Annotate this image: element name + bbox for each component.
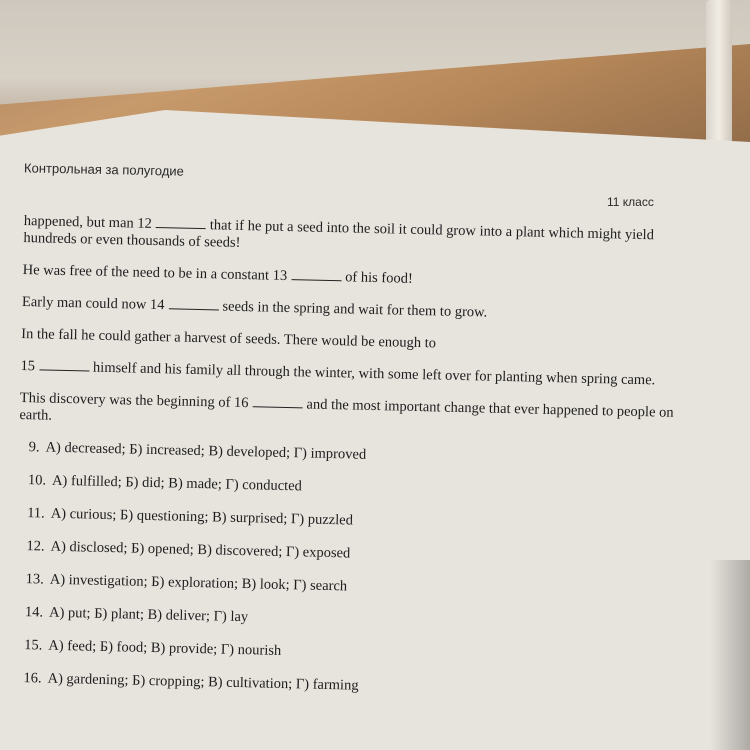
answer-blank-12 [156, 216, 206, 229]
paragraph [23, 262, 683, 294]
document-title: Контрольная за полугодие [23, 160, 185, 179]
paragraph [21, 326, 681, 358]
paragraph-text: In the fall he could gather a harvest of seeds. There would be enough to [21, 325, 437, 352]
option-text: A) disclosed; Б) opened; В) discovered; Г) exposed [50, 538, 351, 562]
paragraph-text: himself and his family all through the winter, with some left over for planting when spring came. [92, 359, 656, 389]
option-text: A) decreased; Б) increased; В) developed; Г) improved [45, 439, 367, 463]
paragraph [20, 358, 680, 390]
paper-shadow [710, 560, 750, 750]
paragraph-text: 15 [20, 357, 36, 375]
option-text: A) investigation; Б) exploration; В) look; Г) search [49, 571, 348, 595]
answer-blank-16 [252, 395, 302, 408]
option-number: 16. [23, 670, 42, 687]
paragraph [19, 390, 680, 439]
option-text: A) curious; Б) questioning; В) surprised; Г) puzzled [50, 505, 354, 529]
document-body [13, 213, 684, 718]
paragraph-text: of his food! [344, 269, 413, 287]
paragraph-text: Early man could now 14 [21, 293, 165, 314]
answer-blank-15 [39, 358, 89, 371]
option-number: 12. [26, 538, 45, 555]
option-text: A) feed; Б) food; В) provide; Г) nourish [48, 637, 282, 659]
paragraph-text: He was free of the need to be in a constant 13 [22, 261, 288, 284]
grade-label: 11 класс [607, 195, 654, 209]
answer-blank-14 [168, 297, 218, 310]
paragraph-text: that if he put a seed into the soil it could grow into a plant which might yield hundreds or even thousands of seeds! [23, 217, 655, 251]
option-number: 14. [24, 604, 44, 621]
option-number: 15. [24, 637, 43, 654]
option-number: 10. [27, 472, 47, 489]
option-number: 9. [28, 439, 40, 456]
answer-blank-13 [291, 268, 341, 281]
option-text: A) gardening; Б) cropping; В) cultivation; Г) farming [47, 670, 359, 694]
option-number: 13. [25, 571, 44, 588]
option-number: 11. [27, 505, 45, 522]
paragraph [22, 294, 682, 326]
paragraph-text: happened, but man 12 [23, 213, 153, 232]
paragraph-text: seeds in the spring and wait for them to grow. [222, 298, 488, 321]
option-text: A) put; Б) plant; В) deliver; Г) lay [48, 604, 249, 626]
paragraph-text: This discovery was the beginning of 16 [19, 389, 249, 412]
option-text: A) fulfilled; Б) did; В) made; Г) conducted [51, 472, 303, 495]
answer-options-list [13, 439, 679, 718]
paragraph-text: and the most important change that ever happened to people on earth. [19, 396, 674, 424]
